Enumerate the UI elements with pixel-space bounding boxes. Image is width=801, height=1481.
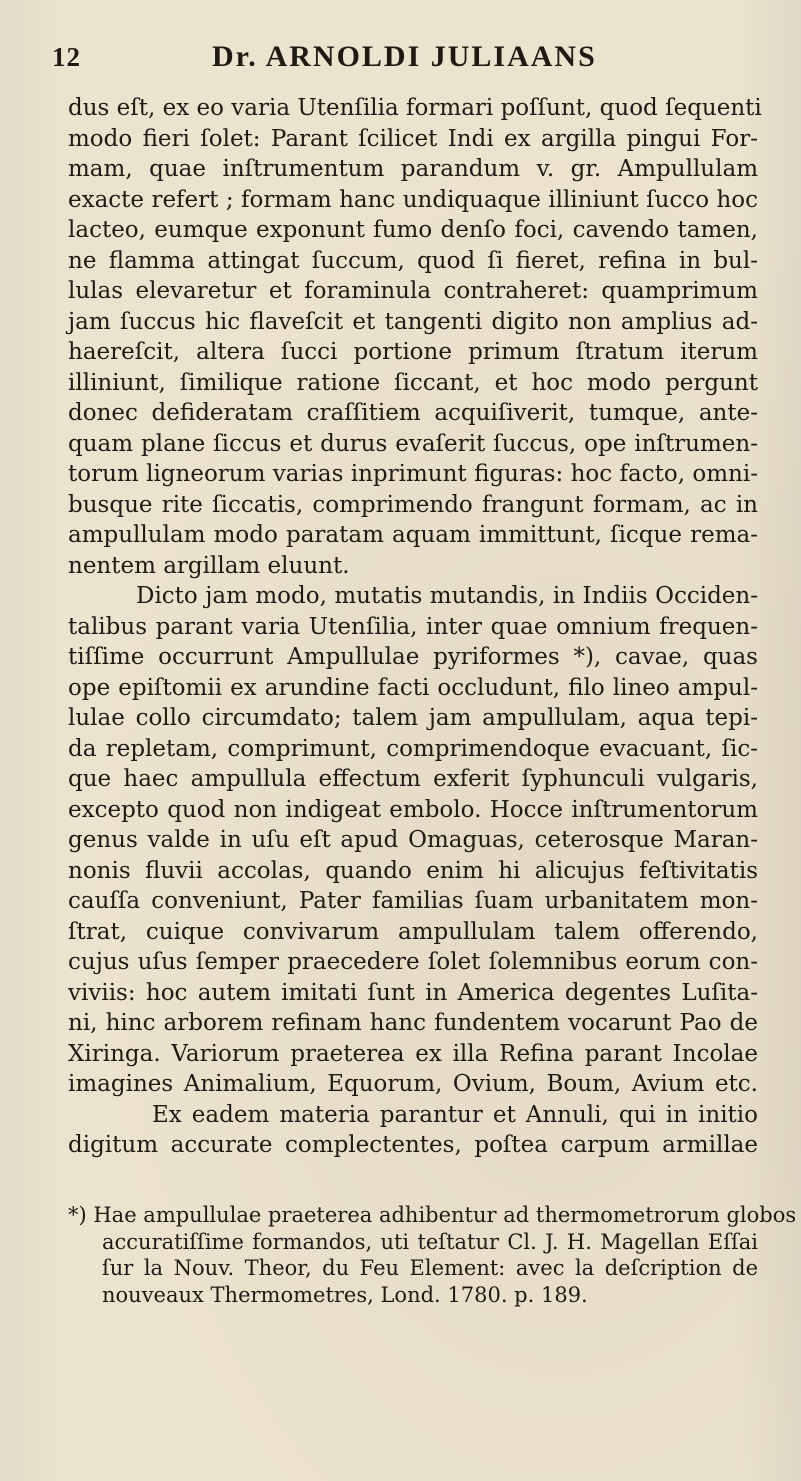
text-line: talibus parant varia Utenſilia, inter quae omnium frequen- bbox=[68, 613, 758, 640]
footnote-line: nouveaux Thermometres, Lond. 1780. p. 189. bbox=[102, 1282, 588, 1307]
text-line: torum ligneorum varias inprimunt figuras: hoc facto, omni- bbox=[68, 461, 758, 487]
text-line: cauſſa conveniunt, Pater familias ſuam urbanitatem mon- bbox=[68, 888, 758, 914]
text-line: ſtrat, cuique convivarum ampullulam talem offerendo, bbox=[68, 918, 758, 945]
footnote-line: ſur la Nouv. Theor, du Feu Element: avec la deſcription de bbox=[102, 1256, 758, 1280]
text-line: Ex eadem materia parantur et Annuli, qui in initio bbox=[152, 1101, 758, 1128]
text-line: jam ſuccus hic flaveſcit et tangenti digito non amplius ad- bbox=[68, 308, 758, 335]
text-line: excepto quod non indigeat embolo. Hocce inſtrumentorum bbox=[68, 796, 758, 823]
text-line: ampullulam modo paratam aquam immittunt, ſicque rema- bbox=[68, 522, 758, 548]
text-line: modo fieri ſolet: Parant ſcilicet Indi ex argilla pingui For- bbox=[68, 125, 758, 152]
body-text bbox=[68, 93, 762, 1161]
text-line: nentem argillam eluunt. bbox=[68, 552, 350, 579]
text-line: donec defideratam craſſitiem acquiſiverit, tumque, ante- bbox=[68, 400, 758, 426]
text-line: lulas elevaretur et foraminula contraheret: quamprimum bbox=[68, 278, 758, 304]
text-line: illiniunt, ſimilique ratione ſiccant, et hoc modo pergunt bbox=[68, 369, 758, 396]
running-head: Dr. ARNOLDI JULIAANS bbox=[212, 40, 597, 73]
text-line: da repletam, comprimunt, comprimendoque evacuant, ſic- bbox=[68, 735, 758, 762]
text-line: exacte refert ; formam hanc undiquaque illiniunt ſucco hoc bbox=[68, 186, 758, 213]
footnote-line: accuratiſſime formandos, uti teſtatur Cl. J. H. Magellan Eſſai bbox=[102, 1229, 758, 1254]
text-line: lacteo, eumque exponunt fumo denſo foci, cavendo tamen, bbox=[68, 217, 758, 243]
text-line: ni, hinc arborem refinam hanc fundentem vocarunt Pao de bbox=[68, 1010, 758, 1036]
text-line: ope epiſtomii ex arundine facti occludunt, filo lineo ampul- bbox=[68, 674, 758, 701]
text-line: dus eſt, ex eo varia Utenſilia formari poſſunt, quod ſequenti bbox=[68, 95, 762, 121]
text-line: que haec ampullula effectum exferit ſyphunculi vulgaris, bbox=[68, 766, 758, 792]
text-line: Dicto jam modo, mutatis mutandis, in Indiis Occiden- bbox=[136, 583, 758, 609]
text-line: lulae collo circumdato; talem jam ampullulam, aqua tepi- bbox=[68, 705, 758, 731]
text-line: haereſcit, altera ſucci portione primum ſtratum iterum bbox=[68, 339, 758, 365]
footnote bbox=[68, 1202, 797, 1308]
text-line: cujus uſus ſemper praecedere ſolet ſolemnibus eorum con- bbox=[68, 949, 758, 975]
text-line: Xiringa. Variorum praeterea ex illa Refina parant Incolae bbox=[68, 1040, 758, 1067]
text-line: ne flamma attingat ſuccum, quod ſi fieret, refina in bul- bbox=[68, 247, 758, 274]
page-number: 12 bbox=[52, 42, 81, 72]
text-line: nonis fluvii accolas, quando enim hi alicujus feſtivitatis bbox=[68, 857, 758, 884]
page-header bbox=[52, 40, 752, 82]
text-line: genus valde in uſu eſt apud Omaguas, ceterosque Maran- bbox=[68, 827, 758, 853]
text-line: tiſſime occurrunt Ampullulae pyriformes *), cavae, quas bbox=[68, 644, 758, 670]
text-line: imagines Animalium, Equorum, Ovium, Boum, Avium etc. bbox=[68, 1071, 758, 1097]
text-line: busque rite ſiccatis, comprimendo frangunt formam, ac in bbox=[68, 491, 758, 518]
text-line: viviis: hoc autem imitati ſunt in America degentes Luſita- bbox=[68, 979, 758, 1006]
text-line: mam, quae inſtrumentum parandum v. gr. Ampullulam bbox=[68, 156, 758, 182]
footnote-line: *) Hae ampullulae praeterea adhibentur ad thermometrorum globos bbox=[68, 1203, 797, 1227]
text-line: digitum accurate complectentes, poſtea carpum armillae bbox=[68, 1132, 758, 1158]
text-line: quam plane ſiccus et durus evaſerit ſuccus, ope inſtrumen- bbox=[68, 430, 758, 457]
